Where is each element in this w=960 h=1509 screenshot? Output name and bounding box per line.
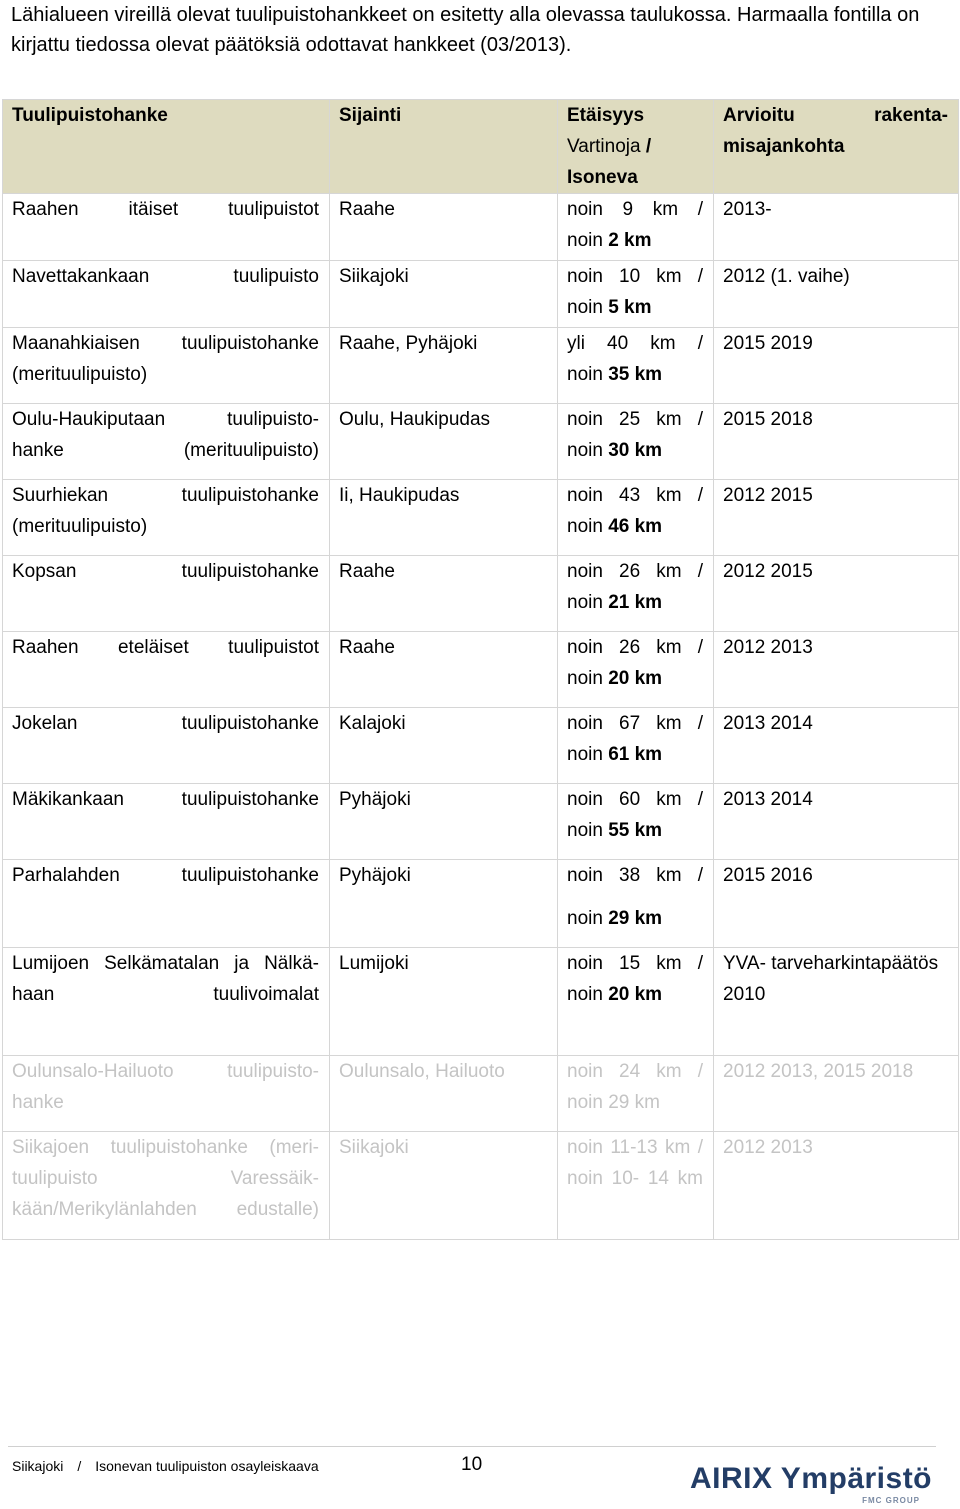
- distance-isoneva-prefix: noin: [567, 668, 609, 689]
- cell-schedule: 2013 2014: [714, 708, 959, 784]
- header-distance-sub: Vartinoja: [567, 136, 641, 157]
- distance-vartinoja: noin 26 km /: [567, 561, 703, 582]
- distance-isoneva-prefix: noin: [567, 230, 609, 251]
- cell-schedule: 2012 2013, 2015 2018: [714, 1056, 959, 1132]
- project-name: Jokelan tuulipuistohanke: [12, 713, 319, 734]
- header-schedule: [714, 100, 959, 194]
- cell-distance: [558, 1056, 714, 1132]
- cell-location: Pyhäjoki: [330, 784, 558, 860]
- table-row: [3, 404, 959, 480]
- cell-distance: [558, 328, 714, 404]
- cell-location: Raahe: [330, 632, 558, 708]
- distance-isoneva: [567, 903, 703, 934]
- project-name: Parhalahden tuulipuistohanke: [12, 865, 319, 886]
- distance-isoneva-value: 29 km: [608, 1092, 660, 1113]
- project-name: Raahen eteläiset tuulipuistot: [12, 637, 319, 658]
- distance-vartinoja: yli 40 km /: [567, 333, 703, 354]
- cell-project: [3, 948, 330, 1056]
- project-name: Lumijoen Selkämatalan ja Nälkä- haan tuulivoimalat: [12, 953, 319, 1005]
- distance-isoneva-prefix: noin: [567, 820, 609, 841]
- distance-isoneva: [567, 292, 703, 323]
- distance-isoneva-value: 29 km: [608, 908, 663, 929]
- cell-location: Lumijoki: [330, 948, 558, 1056]
- distance-vartinoja: noin 38 km /: [567, 865, 703, 886]
- cell-project: [3, 404, 330, 480]
- distance-vartinoja: noin 67 km /: [567, 713, 703, 734]
- distance-isoneva: [567, 435, 703, 466]
- footer-municipality: Siikajoki: [12, 1458, 64, 1474]
- cell-project: [3, 328, 330, 404]
- header-schedule-3: misajankohta: [723, 136, 845, 157]
- cell-project: [3, 480, 330, 556]
- header-schedule-2: rakenta-: [874, 105, 948, 126]
- wind-projects-table: [2, 99, 959, 1240]
- distance-isoneva-value: 46 km: [608, 516, 663, 537]
- header-schedule-1: Arvioitu: [723, 105, 795, 126]
- cell-project: [3, 556, 330, 632]
- table-row: [3, 948, 959, 1056]
- distance-isoneva: [567, 1087, 703, 1118]
- table-row: [3, 784, 959, 860]
- distance-vartinoja: noin 25 km /: [567, 409, 703, 430]
- cell-schedule: 2012 2015: [714, 480, 959, 556]
- cell-location: Raahe: [330, 194, 558, 261]
- cell-schedule: 2015 2019: [714, 328, 959, 404]
- distance-isoneva-prefix: noin: [567, 908, 609, 929]
- cell-project: [3, 194, 330, 261]
- cell-project: [3, 784, 330, 860]
- logo-subtitle: FMC GROUP: [862, 1496, 920, 1505]
- distance-isoneva-prefix: noin: [567, 297, 609, 318]
- cell-schedule: 2013-: [714, 194, 959, 261]
- distance-isoneva: [567, 511, 703, 542]
- cell-schedule: 2013 2014: [714, 784, 959, 860]
- cell-location: Oulunsalo, Hailuoto: [330, 1056, 558, 1132]
- project-name: Suurhiekan tuulipuistohanke (merituulipuisto): [12, 485, 319, 537]
- distance-isoneva-prefix: noin: [567, 592, 609, 613]
- distance-isoneva: [567, 979, 703, 1010]
- project-name: Navettakankaan tuulipuisto: [12, 266, 319, 287]
- distance-isoneva-value: 55 km: [608, 820, 663, 841]
- logo-wordmark: AIRIX Ympäristö: [690, 1462, 933, 1495]
- cell-distance: [558, 194, 714, 261]
- distance-isoneva: [567, 225, 703, 256]
- project-name: Raahen itäiset tuulipuistot: [12, 199, 319, 220]
- cell-project: [3, 708, 330, 784]
- cell-project: [3, 632, 330, 708]
- distance-isoneva-value: 5 km: [608, 297, 652, 318]
- table-row: [3, 708, 959, 784]
- airix-logo: [690, 1462, 933, 1506]
- cell-location: Siikajoki: [330, 261, 558, 328]
- table-row: [3, 860, 959, 948]
- project-name: Oulunsalo-Hailuoto tuulipuisto- hanke: [12, 1061, 319, 1113]
- cell-schedule: 2012 2015: [714, 556, 959, 632]
- distance-vartinoja: noin 9 km /: [567, 199, 703, 220]
- cell-location: Siikajoki: [330, 1132, 558, 1240]
- distance-vartinoja: noin 24 km /: [567, 1061, 703, 1082]
- header-distance-title: Etäisyys: [567, 105, 645, 126]
- cell-schedule: 2015 2018: [714, 404, 959, 480]
- project-name: Maanahkiaisen tuulipuistohanke (merituulipuisto): [12, 333, 319, 385]
- footer-divider: [8, 1446, 936, 1447]
- project-name: Siikajoen tuulipuistohanke (meri- tuulipuisto Varessäik- kään/Merikylänlahden edustalle): [12, 1137, 319, 1220]
- cell-schedule: 2012 2013: [714, 632, 959, 708]
- footer-plan-name: Isonevan tuulipuiston osayleiskaava: [95, 1458, 319, 1474]
- table-row: [3, 480, 959, 556]
- distance-isoneva: [567, 739, 703, 770]
- distance-isoneva-prefix: noin: [567, 744, 609, 765]
- table-row: [3, 1132, 959, 1240]
- distance-isoneva-prefix: noin: [567, 364, 609, 385]
- footer-title: [12, 1458, 319, 1474]
- cell-project: [3, 261, 330, 328]
- distance-isoneva: [567, 359, 703, 390]
- distance-isoneva: [567, 815, 703, 846]
- cell-project: [3, 860, 330, 948]
- distance-vartinoja: noin 26 km /: [567, 637, 703, 658]
- table-row: [3, 261, 959, 328]
- distance-isoneva-value: 30 km: [608, 440, 663, 461]
- table-row: [3, 194, 959, 261]
- cell-schedule: 2012 (1. vaihe): [714, 261, 959, 328]
- cell-distance: [558, 480, 714, 556]
- project-name: Oulu-Haukiputaan tuulipuisto- hanke (merituulipuisto): [12, 409, 319, 461]
- cell-location: Raahe, Pyhäjoki: [330, 328, 558, 404]
- table-header-row: [3, 100, 959, 194]
- distance-vartinoja: noin 60 km /: [567, 789, 703, 810]
- cell-distance: [558, 1132, 714, 1240]
- distance-isoneva-value: 2 km: [608, 230, 652, 251]
- cell-schedule: 2012 2013: [714, 1132, 959, 1240]
- cell-distance: [558, 261, 714, 328]
- cell-distance: [558, 556, 714, 632]
- distance-isoneva-value: 61 km: [608, 744, 663, 765]
- distance-isoneva-prefix: noin: [567, 1092, 609, 1113]
- distance-isoneva-prefix: noin: [567, 440, 609, 461]
- distance-isoneva-value: 35 km: [608, 364, 663, 385]
- distance-isoneva-prefix: noin: [567, 984, 609, 1005]
- distance-vartinoja: noin 15 km /: [567, 953, 703, 974]
- table-row: [3, 556, 959, 632]
- footer-slash: /: [77, 1458, 82, 1474]
- distance-vartinoja: noin 11-13 km / noin 10- 14 km: [567, 1137, 703, 1189]
- table-row: [3, 1056, 959, 1132]
- cell-project: [3, 1056, 330, 1132]
- header-distance-sub2: Isoneva: [567, 167, 638, 188]
- cell-distance: [558, 404, 714, 480]
- cell-location: Ii, Haukipudas: [330, 480, 558, 556]
- distance-isoneva-prefix: noin: [567, 516, 609, 537]
- project-name: Mäkikankaan tuulipuistohanke: [12, 789, 319, 810]
- page-number: 10: [461, 1454, 483, 1475]
- distance-isoneva: [567, 587, 703, 618]
- cell-schedule: 2015 2016: [714, 860, 959, 948]
- cell-distance: [558, 948, 714, 1056]
- project-name: Kopsan tuulipuistohanke: [12, 561, 319, 582]
- header-project: Tuulipuistohanke: [3, 100, 330, 194]
- cell-schedule: YVA- tarveharkintapäätös 2010: [714, 948, 959, 1056]
- cell-distance: [558, 860, 714, 948]
- cell-location: Pyhäjoki: [330, 860, 558, 948]
- distance-isoneva-value: 21 km: [608, 592, 663, 613]
- intro-paragraph: Lähialueen vireillä olevat tuulipuistohankkeet on esitetty alla olevassa taulukossa. Harmaalla fontilla on kirjattu tiedossa olevat päätöksiä odottavat hankkeet (03/2013).: [11, 4, 920, 56]
- cell-distance: [558, 632, 714, 708]
- cell-location: Kalajoki: [330, 708, 558, 784]
- distance-isoneva-value: 20 km: [608, 668, 663, 689]
- distance-vartinoja: noin 43 km /: [567, 485, 703, 506]
- cell-project: [3, 1132, 330, 1240]
- cell-distance: [558, 708, 714, 784]
- cell-location: Oulu, Haukipudas: [330, 404, 558, 480]
- table-row: [3, 328, 959, 404]
- header-distance: [558, 100, 714, 194]
- cell-location: Raahe: [330, 556, 558, 632]
- header-location: Sijainti: [330, 100, 558, 194]
- distance-isoneva-value: 20 km: [608, 984, 663, 1005]
- distance-vartinoja: noin 10 km /: [567, 266, 703, 287]
- cell-distance: [558, 784, 714, 860]
- table-row: [3, 632, 959, 708]
- distance-isoneva: [567, 663, 703, 694]
- header-distance-slash: /: [645, 136, 652, 157]
